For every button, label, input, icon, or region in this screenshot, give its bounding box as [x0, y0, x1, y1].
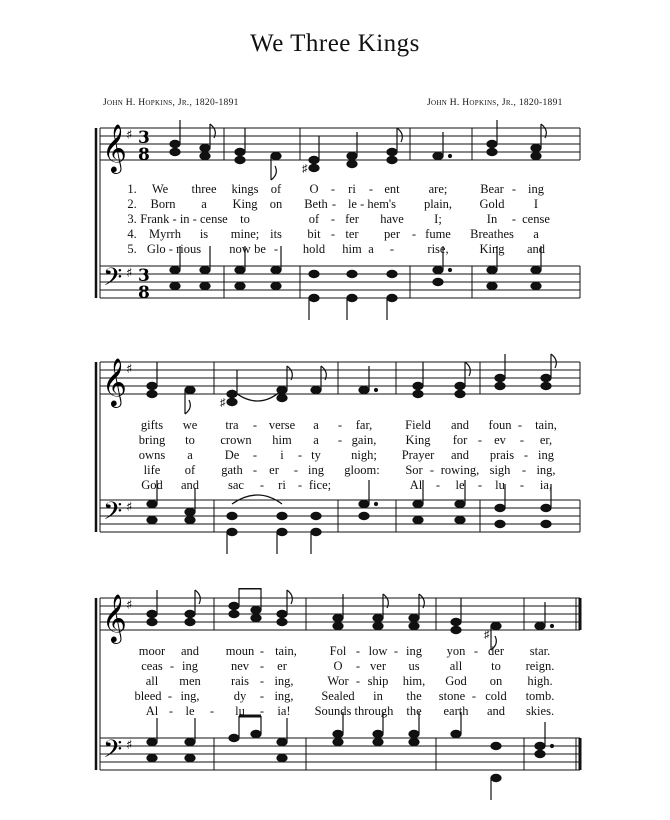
- lyric-syllable: -: [429, 463, 435, 477]
- verse-row: [0, 674, 670, 688]
- lyric-syllable: er: [269, 463, 279, 477]
- svg-text:8: 8: [138, 283, 150, 303]
- lyric-syllable: -: [511, 212, 517, 226]
- lyric-syllable: -: [330, 182, 336, 196]
- lyric-syllable: of: [308, 212, 320, 226]
- lyric-syllable: 3.: [127, 212, 137, 226]
- lyric-syllable: skies.: [525, 704, 555, 718]
- lyric-syllable: le: [455, 478, 465, 492]
- lyric-syllable: to: [240, 212, 250, 226]
- verse-row: [0, 704, 670, 718]
- lyric-syllable: ing: [406, 644, 422, 658]
- lyric-syllable: ceas: [141, 659, 163, 673]
- svg-text:3: 3: [138, 266, 150, 286]
- lyric-syllable: Breathes: [470, 227, 514, 241]
- lyric-syllable: lu: [495, 478, 505, 492]
- lyric-syllable: -: [297, 448, 303, 462]
- lyric-syllable: -: [297, 478, 303, 492]
- lyric-syllable: -: [355, 644, 361, 658]
- lyric-syllable: ia!: [277, 704, 291, 718]
- bass-notes: [147, 712, 554, 800]
- lyric-syllable: ing,: [180, 689, 200, 703]
- lyric-syllable: we: [182, 418, 198, 432]
- lyric-syllable: -: [411, 227, 417, 241]
- lyric-syllable: -: [209, 704, 215, 718]
- lyric-syllable: King: [232, 197, 258, 211]
- bass-clef-icon: 𝄢: [103, 497, 123, 532]
- lyric-syllable: nigh;: [351, 448, 377, 462]
- lyric-syllable: Sealed: [321, 689, 355, 703]
- lyric-syllable: er,: [539, 433, 553, 447]
- lyric-syllable: crown: [220, 433, 252, 447]
- lyric-syllable: and: [450, 448, 470, 462]
- lyric-syllable: -: [259, 478, 265, 492]
- lyric-syllable: reign.: [525, 659, 555, 673]
- lyric-syllable: 1.: [127, 182, 137, 196]
- bass-notes: [170, 246, 541, 320]
- lyric-syllable: Myrrh: [149, 227, 181, 241]
- lyric-syllable: ing,: [274, 674, 294, 688]
- lyric-syllable: its: [270, 227, 282, 241]
- lyric-syllable: all: [145, 674, 159, 688]
- lyric-syllable: ver: [370, 659, 386, 673]
- lyric-syllable: ing,: [536, 463, 556, 477]
- lyric-syllable: tain,: [535, 418, 557, 432]
- lyric-syllable: ev: [494, 433, 506, 447]
- lyric-syllable: fume: [425, 227, 451, 241]
- lyric-syllable: ship: [367, 674, 389, 688]
- music-system-3: [0, 588, 670, 813]
- key-sharp-icon: ♯: [126, 266, 133, 281]
- verse-row: [0, 689, 670, 703]
- lyric-syllable: Bear: [480, 182, 504, 196]
- lyric-syllable: yon: [446, 644, 466, 658]
- lyric-syllable: high.: [527, 674, 553, 688]
- lyric-syllable: I: [533, 197, 539, 211]
- lyric-syllable: 2.: [127, 197, 137, 211]
- lyric-syllable: now: [229, 242, 251, 256]
- lyric-syllable: star.: [529, 644, 551, 658]
- verse-row: [0, 197, 670, 211]
- lyric-syllable: sigh: [489, 463, 511, 477]
- lyric-syllable: i: [280, 448, 284, 462]
- lyric-syllable: fice;: [308, 478, 332, 492]
- lyric-syllable: -: [523, 448, 529, 462]
- lyric-syllable: tomb.: [525, 689, 555, 703]
- lyric-syllable: tra: [225, 418, 239, 432]
- lyric-syllable: foun: [488, 418, 512, 432]
- lyric-syllable: in: [373, 689, 383, 703]
- lyric-syllable: the: [406, 689, 422, 703]
- verse-row: [0, 418, 670, 432]
- lyric-syllable: a: [533, 227, 539, 241]
- verse-row: [0, 659, 670, 673]
- lyric-syllable: -: [473, 644, 479, 658]
- lyric-syllable: are;: [428, 182, 448, 196]
- key-sharp-icon: ♯: [126, 738, 133, 753]
- lyric-syllable: him: [272, 433, 292, 447]
- lyric-syllable: per: [384, 227, 400, 241]
- lyric-syllable: Prayer: [401, 448, 435, 462]
- lyric-syllable: and: [450, 418, 470, 432]
- lyric-syllable: King: [479, 242, 505, 256]
- lyric-syllable: King: [405, 433, 431, 447]
- lyric-syllable: to: [185, 433, 195, 447]
- key-sharp-icon: ♯: [126, 362, 133, 377]
- lyric-syllable: cold: [485, 689, 507, 703]
- verse-row: [0, 463, 670, 477]
- verse-row: [0, 644, 670, 658]
- lyric-syllable: der: [488, 644, 504, 658]
- lyric-syllable: have: [380, 212, 404, 226]
- lyric-syllable: ty: [311, 448, 321, 462]
- lyric-syllable: owns: [138, 448, 166, 462]
- lyric-syllable: ing: [308, 463, 324, 477]
- lyric-syllable: le: [185, 704, 195, 718]
- hymn-title: We Three Kings: [250, 30, 420, 57]
- lyric-syllable: ing,: [274, 689, 294, 703]
- music-system-1: [0, 118, 670, 338]
- lyric-syllable: Al: [145, 704, 159, 718]
- lyric-syllable: on: [269, 197, 283, 211]
- lyric-syllable: is: [199, 227, 209, 241]
- lyric-syllable: -: [337, 433, 343, 447]
- key-sharp-icon: ♯: [126, 500, 133, 515]
- lyric-syllable: him: [342, 242, 362, 256]
- lyric-syllable: -: [355, 659, 361, 673]
- lyric-syllable: God: [445, 674, 467, 688]
- lyric-syllable: -: [389, 242, 395, 256]
- lyric-syllable: us: [408, 659, 420, 673]
- bass-clef-icon: 𝄢: [103, 263, 123, 298]
- lyric-syllable: fer: [345, 212, 359, 226]
- lyric-syllable: life: [143, 463, 161, 477]
- lyric-syllable: sac: [228, 478, 244, 492]
- lyric-syllable: for: [452, 433, 468, 447]
- lyric-syllable: lu: [235, 704, 245, 718]
- lyric-syllable: earth: [443, 704, 469, 718]
- lyric-syllable: a: [368, 242, 374, 256]
- music-system-2: [0, 352, 670, 567]
- lyric-syllable: a: [201, 197, 207, 211]
- treble-notes: [170, 120, 546, 180]
- lyric-syllable: Wor: [327, 674, 349, 688]
- lyric-syllable: -: [337, 418, 343, 432]
- lyric-syllable: -: [477, 478, 483, 492]
- lyric-syllable: ent: [384, 182, 400, 196]
- lyric-syllable: -: [259, 704, 265, 718]
- lyric-syllable: Gold: [479, 197, 505, 211]
- lyric-syllable: -: [435, 478, 441, 492]
- key-sharp-icon: ♯: [126, 128, 133, 143]
- treble-clef-icon: 𝄞: [102, 123, 127, 172]
- lyric-syllable: a: [313, 418, 319, 432]
- treble-notes: [147, 588, 554, 650]
- lyric-syllable: of: [184, 463, 196, 477]
- lyric-syllable: We: [151, 182, 169, 196]
- lyric-syllable: God: [141, 478, 163, 492]
- lyric-syllable: -: [477, 433, 483, 447]
- lyric-syllable: -: [168, 704, 174, 718]
- lyric-syllable: 4.: [127, 227, 137, 241]
- lyric-syllable: a: [187, 448, 193, 462]
- lyric-syllable: ia,: [539, 478, 553, 492]
- lyric-syllable: Al: [409, 478, 423, 492]
- lyric-syllable: bleed: [134, 689, 162, 703]
- lyric-syllable: and: [180, 644, 200, 658]
- lyric-syllable: low: [368, 644, 388, 658]
- lyric-syllable: be: [254, 242, 266, 256]
- lyric-syllable: mine;: [230, 227, 260, 241]
- svg-text:♯: ♯: [220, 397, 226, 409]
- svg-text:8: 8: [138, 145, 150, 165]
- lyric-syllable: on: [489, 674, 503, 688]
- lyric-syllable: -: [273, 242, 279, 256]
- lyric-syllable: ing: [182, 659, 198, 673]
- lyric-syllable: -: [330, 212, 336, 226]
- treble-clef-icon: 𝄞: [102, 357, 127, 406]
- lyric-syllable: le - hem's: [347, 197, 397, 211]
- lyric-syllable: to: [491, 659, 501, 673]
- lyric-syllable: three: [191, 182, 217, 196]
- lyric-syllable: gath: [221, 463, 243, 477]
- lyric-syllable: -: [393, 644, 399, 658]
- verse-row: [0, 227, 670, 241]
- verse-row: [0, 212, 670, 226]
- lyric-syllable: -: [167, 689, 173, 703]
- treble-clef-icon: 𝄞: [102, 593, 127, 642]
- lyric-syllable: -: [252, 418, 258, 432]
- lyric-syllable: Sounds through: [314, 704, 394, 718]
- lyric-syllable: men: [179, 674, 201, 688]
- lyric-syllable: ing: [538, 448, 554, 462]
- lyric-syllable: -: [259, 644, 265, 658]
- lyric-syllable: -: [259, 674, 265, 688]
- lyric-syllable: Frank - in - cense: [140, 212, 228, 226]
- lyric-syllable: -: [471, 689, 477, 703]
- lyric-syllable: -: [517, 418, 523, 432]
- lyric-syllable: hold: [302, 242, 326, 256]
- svg-text:3: 3: [138, 128, 150, 148]
- lyric-syllable: Sor: [405, 463, 423, 477]
- lyric-syllable: verse: [268, 418, 296, 432]
- bass-clef-icon: 𝄢: [103, 735, 123, 770]
- lyric-syllable: -: [368, 182, 374, 196]
- lyric-syllable: -: [252, 463, 258, 477]
- lyric-syllable: er: [277, 659, 287, 673]
- lyric-syllable: gifts: [140, 418, 164, 432]
- lyric-syllable: moor: [138, 644, 166, 658]
- lyric-syllable: and: [526, 242, 546, 256]
- lyric-syllable: rais: [230, 674, 250, 688]
- lyric-syllable: and: [180, 478, 200, 492]
- lyric-syllable: moun: [225, 644, 255, 658]
- verse-row: [0, 182, 670, 196]
- lyric-syllable: -: [519, 433, 525, 447]
- verse-row: [0, 242, 670, 256]
- lyric-syllable: -: [521, 463, 527, 477]
- lyric-syllable: -: [355, 674, 361, 688]
- lyric-syllable: stone: [438, 689, 466, 703]
- lyric-syllable: O: [309, 182, 319, 196]
- lyric-syllable: In: [486, 212, 498, 226]
- lyric-syllable: rise,: [427, 242, 449, 256]
- lyric-syllable: I;: [434, 212, 442, 226]
- lyric-syllable: Field: [405, 418, 431, 432]
- lyric-syllable: cense: [522, 212, 550, 226]
- svg-text:♯: ♯: [302, 163, 308, 175]
- lyric-syllable: gain,: [351, 433, 377, 447]
- lyric-syllable: -: [259, 689, 265, 703]
- lyric-syllable: Born: [150, 197, 176, 211]
- lyric-syllable: ing: [528, 182, 544, 196]
- lyric-syllable: Fol: [329, 644, 347, 658]
- lyric-syllable: the: [406, 704, 422, 718]
- lyric-syllable: -: [259, 659, 265, 673]
- lyric-syllable: a: [313, 433, 319, 447]
- lyric-syllable: -: [519, 478, 525, 492]
- lyric-syllable: -: [330, 227, 336, 241]
- svg-text:♯: ♯: [484, 629, 490, 641]
- lyric-syllable: of: [270, 182, 282, 196]
- lyric-syllable: -: [252, 448, 258, 462]
- composer-credit: John H. Hopkins, Jr., 1820-1891: [427, 98, 563, 108]
- lyric-syllable: dy: [233, 689, 247, 703]
- lyric-syllable: nev: [230, 659, 250, 673]
- lyric-syllable: De: [224, 448, 240, 462]
- lyric-syllable: far,: [355, 418, 373, 432]
- key-sharp-icon: ♯: [126, 598, 133, 613]
- lyric-syllable: Glo - rious: [146, 242, 202, 256]
- lyric-syllable: tain,: [275, 644, 297, 658]
- lyric-syllable: -: [169, 659, 175, 673]
- lyric-syllable: kings: [231, 182, 259, 196]
- treble-notes: [147, 354, 556, 414]
- lyricist-credit: John H. Hopkins, Jr., 1820-1891: [103, 98, 239, 108]
- lyric-syllable: bit: [307, 227, 321, 241]
- lyric-syllable: prais: [489, 448, 515, 462]
- lyric-syllable: -: [293, 463, 299, 477]
- lyric-syllable: and: [486, 704, 506, 718]
- verse-row: [0, 448, 670, 462]
- verse-row: [0, 478, 670, 492]
- lyric-syllable: ter: [345, 227, 359, 241]
- lyric-syllable: rowing,: [440, 463, 480, 477]
- lyric-syllable: O: [333, 659, 343, 673]
- lyric-syllable: ri: [278, 478, 286, 492]
- verse-row: [0, 433, 670, 447]
- lyric-syllable: -: [511, 182, 517, 196]
- lyric-syllable: him,: [402, 674, 426, 688]
- lyric-syllable: -: [331, 197, 337, 211]
- lyric-syllable: ri: [348, 182, 356, 196]
- lyric-syllable: Beth: [304, 197, 328, 211]
- lyric-syllable: all: [449, 659, 463, 673]
- lyric-syllable: bring: [138, 433, 166, 447]
- lyric-syllable: 5.: [127, 242, 137, 256]
- lyric-syllable: plain,: [423, 197, 453, 211]
- lyric-syllable: gloom:: [344, 463, 380, 477]
